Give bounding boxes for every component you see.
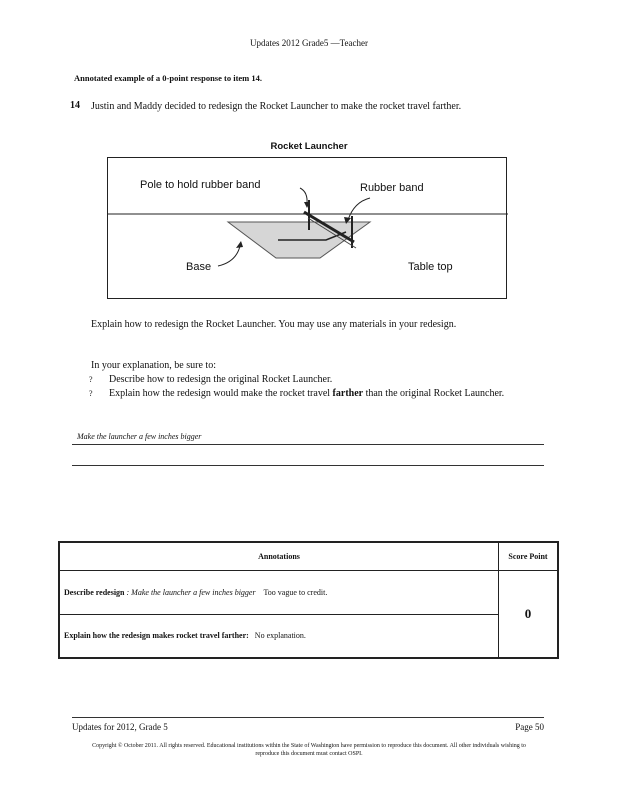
base-pointer bbox=[218, 246, 240, 266]
bullet-item: ? Describe how to redesign the original Rocket Launcher. bbox=[89, 374, 333, 385]
annotation-row: Describe redesign : Make the launcher a few inches bigger Too vague to credit. bbox=[59, 570, 499, 614]
bullet-mark: ? bbox=[89, 389, 93, 398]
base-arrowhead bbox=[236, 241, 243, 248]
annotated-example-title: Annotated example of a 0-point response to item 14. bbox=[74, 73, 263, 83]
page-number: Page 50 bbox=[515, 722, 544, 732]
annotations-table bbox=[58, 541, 559, 659]
footer-left: Updates for 2012, Grade 5 bbox=[72, 722, 168, 732]
annotation-row: Explain how the redesign makes rocket travel farther: No explanation. bbox=[59, 614, 499, 658]
base-label: Base bbox=[186, 261, 212, 273]
copyright-notice: Copyright © October 2011. All rights reserved. Educational institutions within the State of Washington have permission to reproduce this document. All other individuals wishing to reproduce this document must contact OSPI. bbox=[92, 743, 526, 757]
rubber-band-label: Rubber band bbox=[360, 182, 424, 194]
score-point-header: Score Point bbox=[499, 542, 559, 570]
bullet-mark: ? bbox=[89, 375, 93, 384]
question-number: 14 bbox=[70, 100, 80, 111]
bullet-item: ? Explain how the redesign would make the rocket travel farther than the original Rocket Launcher. bbox=[89, 388, 505, 399]
table-top-label: Table top bbox=[408, 261, 453, 273]
be-sure-text: In your explanation, be sure to: bbox=[91, 360, 216, 371]
page-header: Updates 2012 Grade5 —Teacher bbox=[249, 38, 369, 48]
student-response: Make the launcher a few inches bigger bbox=[77, 432, 202, 441]
pole-pointer bbox=[300, 188, 307, 204]
response-line bbox=[72, 444, 544, 445]
prompt-bullets bbox=[91, 373, 511, 401]
score-value: 0 bbox=[499, 570, 559, 658]
response-line bbox=[72, 465, 544, 466]
pole-label: Pole to hold rubber band bbox=[140, 179, 261, 191]
rocket-launcher-figure bbox=[107, 157, 507, 299]
figure-title: Rocket Launcher bbox=[270, 141, 348, 152]
annotations-header: Annotations bbox=[59, 542, 499, 570]
prompt-text: Explain how to redesign the Rocket Launcher. You may use any materials in your redesign. bbox=[91, 319, 457, 330]
question-text: Justin and Maddy decided to redesign the Rocket Launcher to make the rocket travel farther. bbox=[91, 101, 462, 112]
footer-divider bbox=[72, 717, 544, 718]
